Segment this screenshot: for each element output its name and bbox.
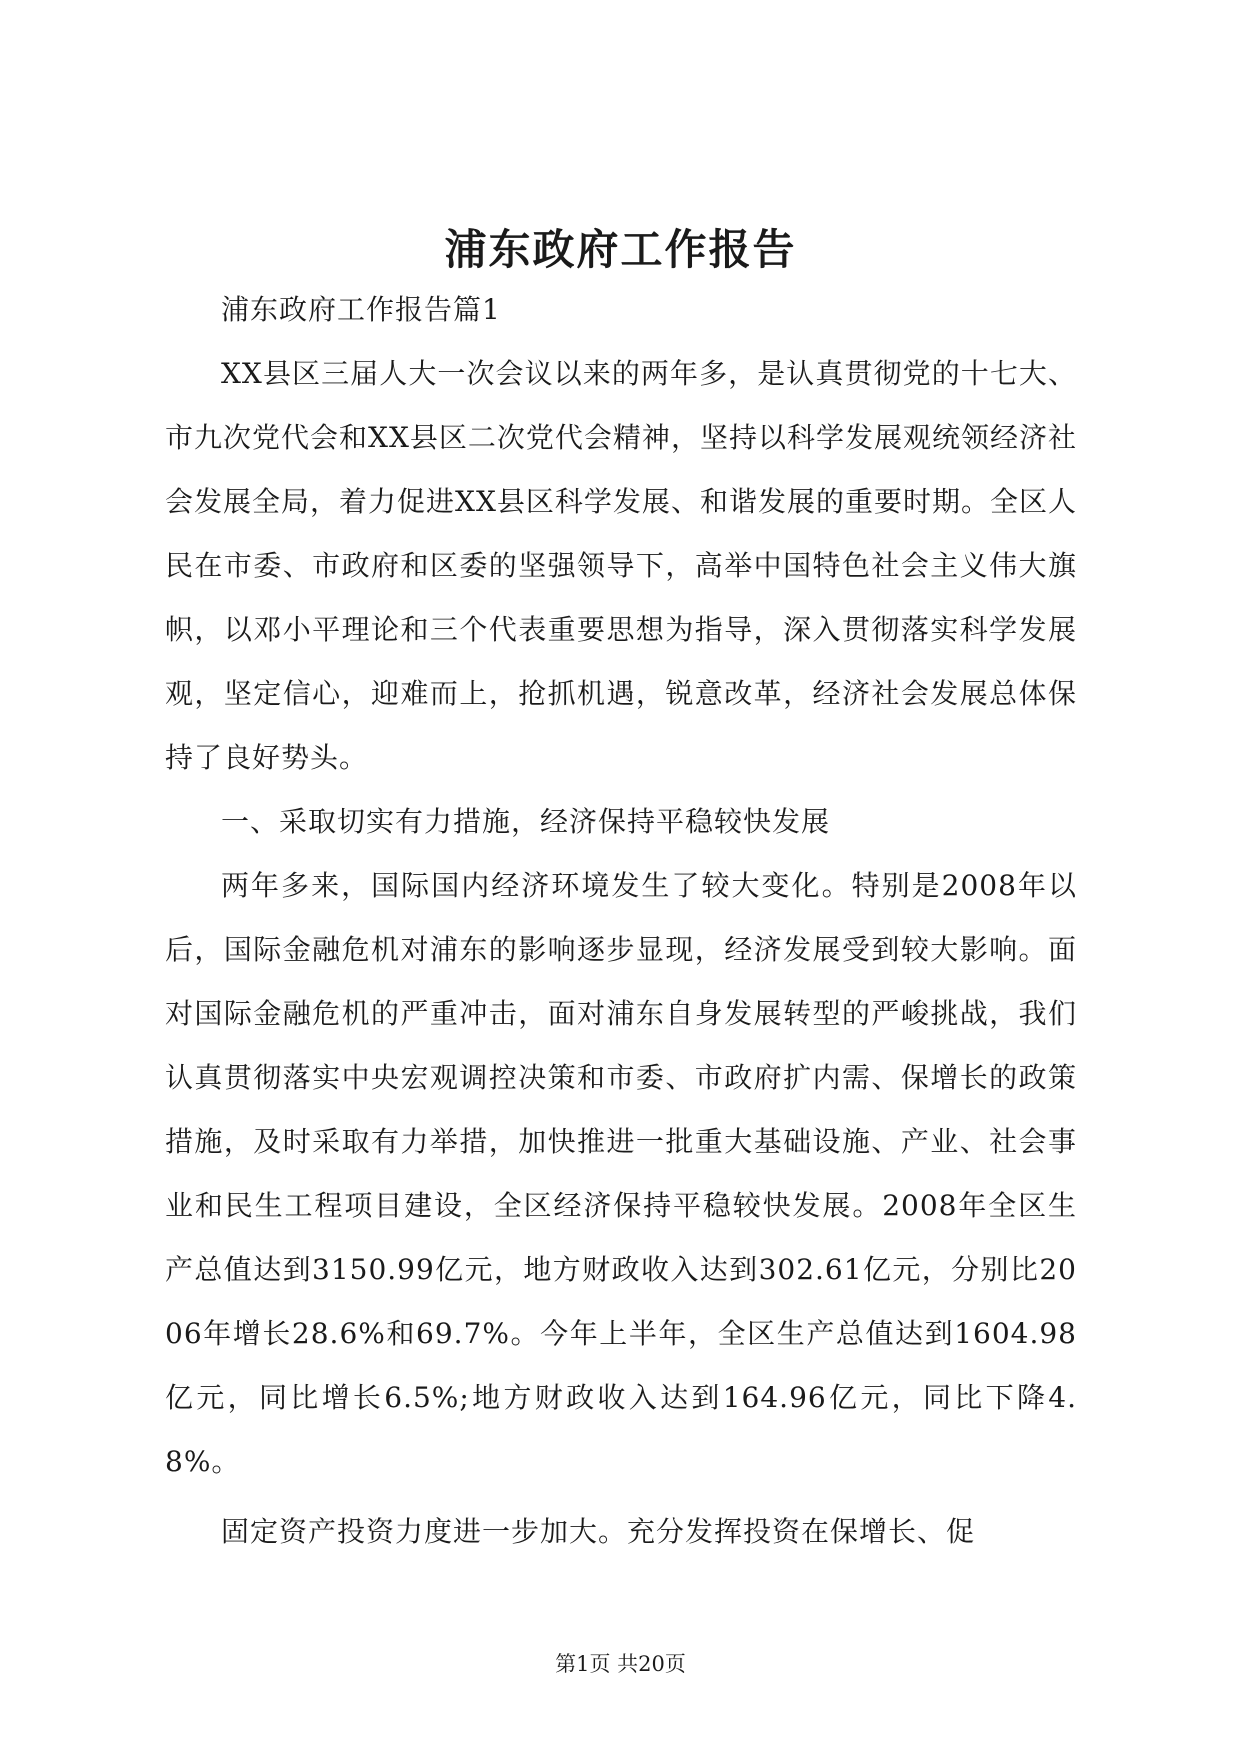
paragraph-economy: 两年多来，国际国内经济环境发生了较大变化。特别是2008年以后，国际金融危机对浦东的影响逐步显现，经济发展受到较大影响。面对国际金融危机的严重冲击，面对浦东自身发展转型的严峻挑战，我们认真贯彻落实中央宏观调控决策和市委、市政府扩内需、保增长的政策措施，及时采取有力举措，加快推进一批重大基础设施、产业、社会事业和民生工程项目建设，全区经济保持平稳较快发展。2008年全区生产总值达到3150.99亿元，地方财政收入达到302.61亿元，分别比2006年增长28.6%和69.7%。今年上半年，全区生产总值达到1604.98亿元，同比增长6.5%;地方财政收入达到164.96亿元，同比下降4.8%。 (165, 869, 1077, 1478)
paragraph-intro: XX县区三届人大一次会议以来的两年多，是认真贯彻党的十七大、市九次党代会和XX县区二次党代会精神，坚持以科学发展观统领经济社会发展全局，着力促进XX县区科学发展、和谐发展的重要时期。全区人民在市委、市政府和区委的坚强领导下，高举中国特色社会主义伟大旗帜，以邓小平理论和三个代表重要思想为指导，深入贯彻落实科学发展观，坚定信心，迎难而上，抢抓机遇，锐意改革，经济社会发展总体保持了良好势头。 (165, 357, 1077, 774)
section-heading: 浦东政府工作报告篇1 (221, 293, 501, 326)
document-body (165, 278, 1077, 1564)
page-footer: 第1页 共20页 (555, 1652, 686, 1676)
document-title: 浦东政府工作报告 (444, 225, 797, 274)
paragraph-investment: 固定资产投资力度进一步加大。充分发挥投资在保增长、促 (221, 1515, 976, 1548)
section-subheading: 一、采取切实有力措施，经济保持平稳较快发展 (221, 805, 831, 838)
